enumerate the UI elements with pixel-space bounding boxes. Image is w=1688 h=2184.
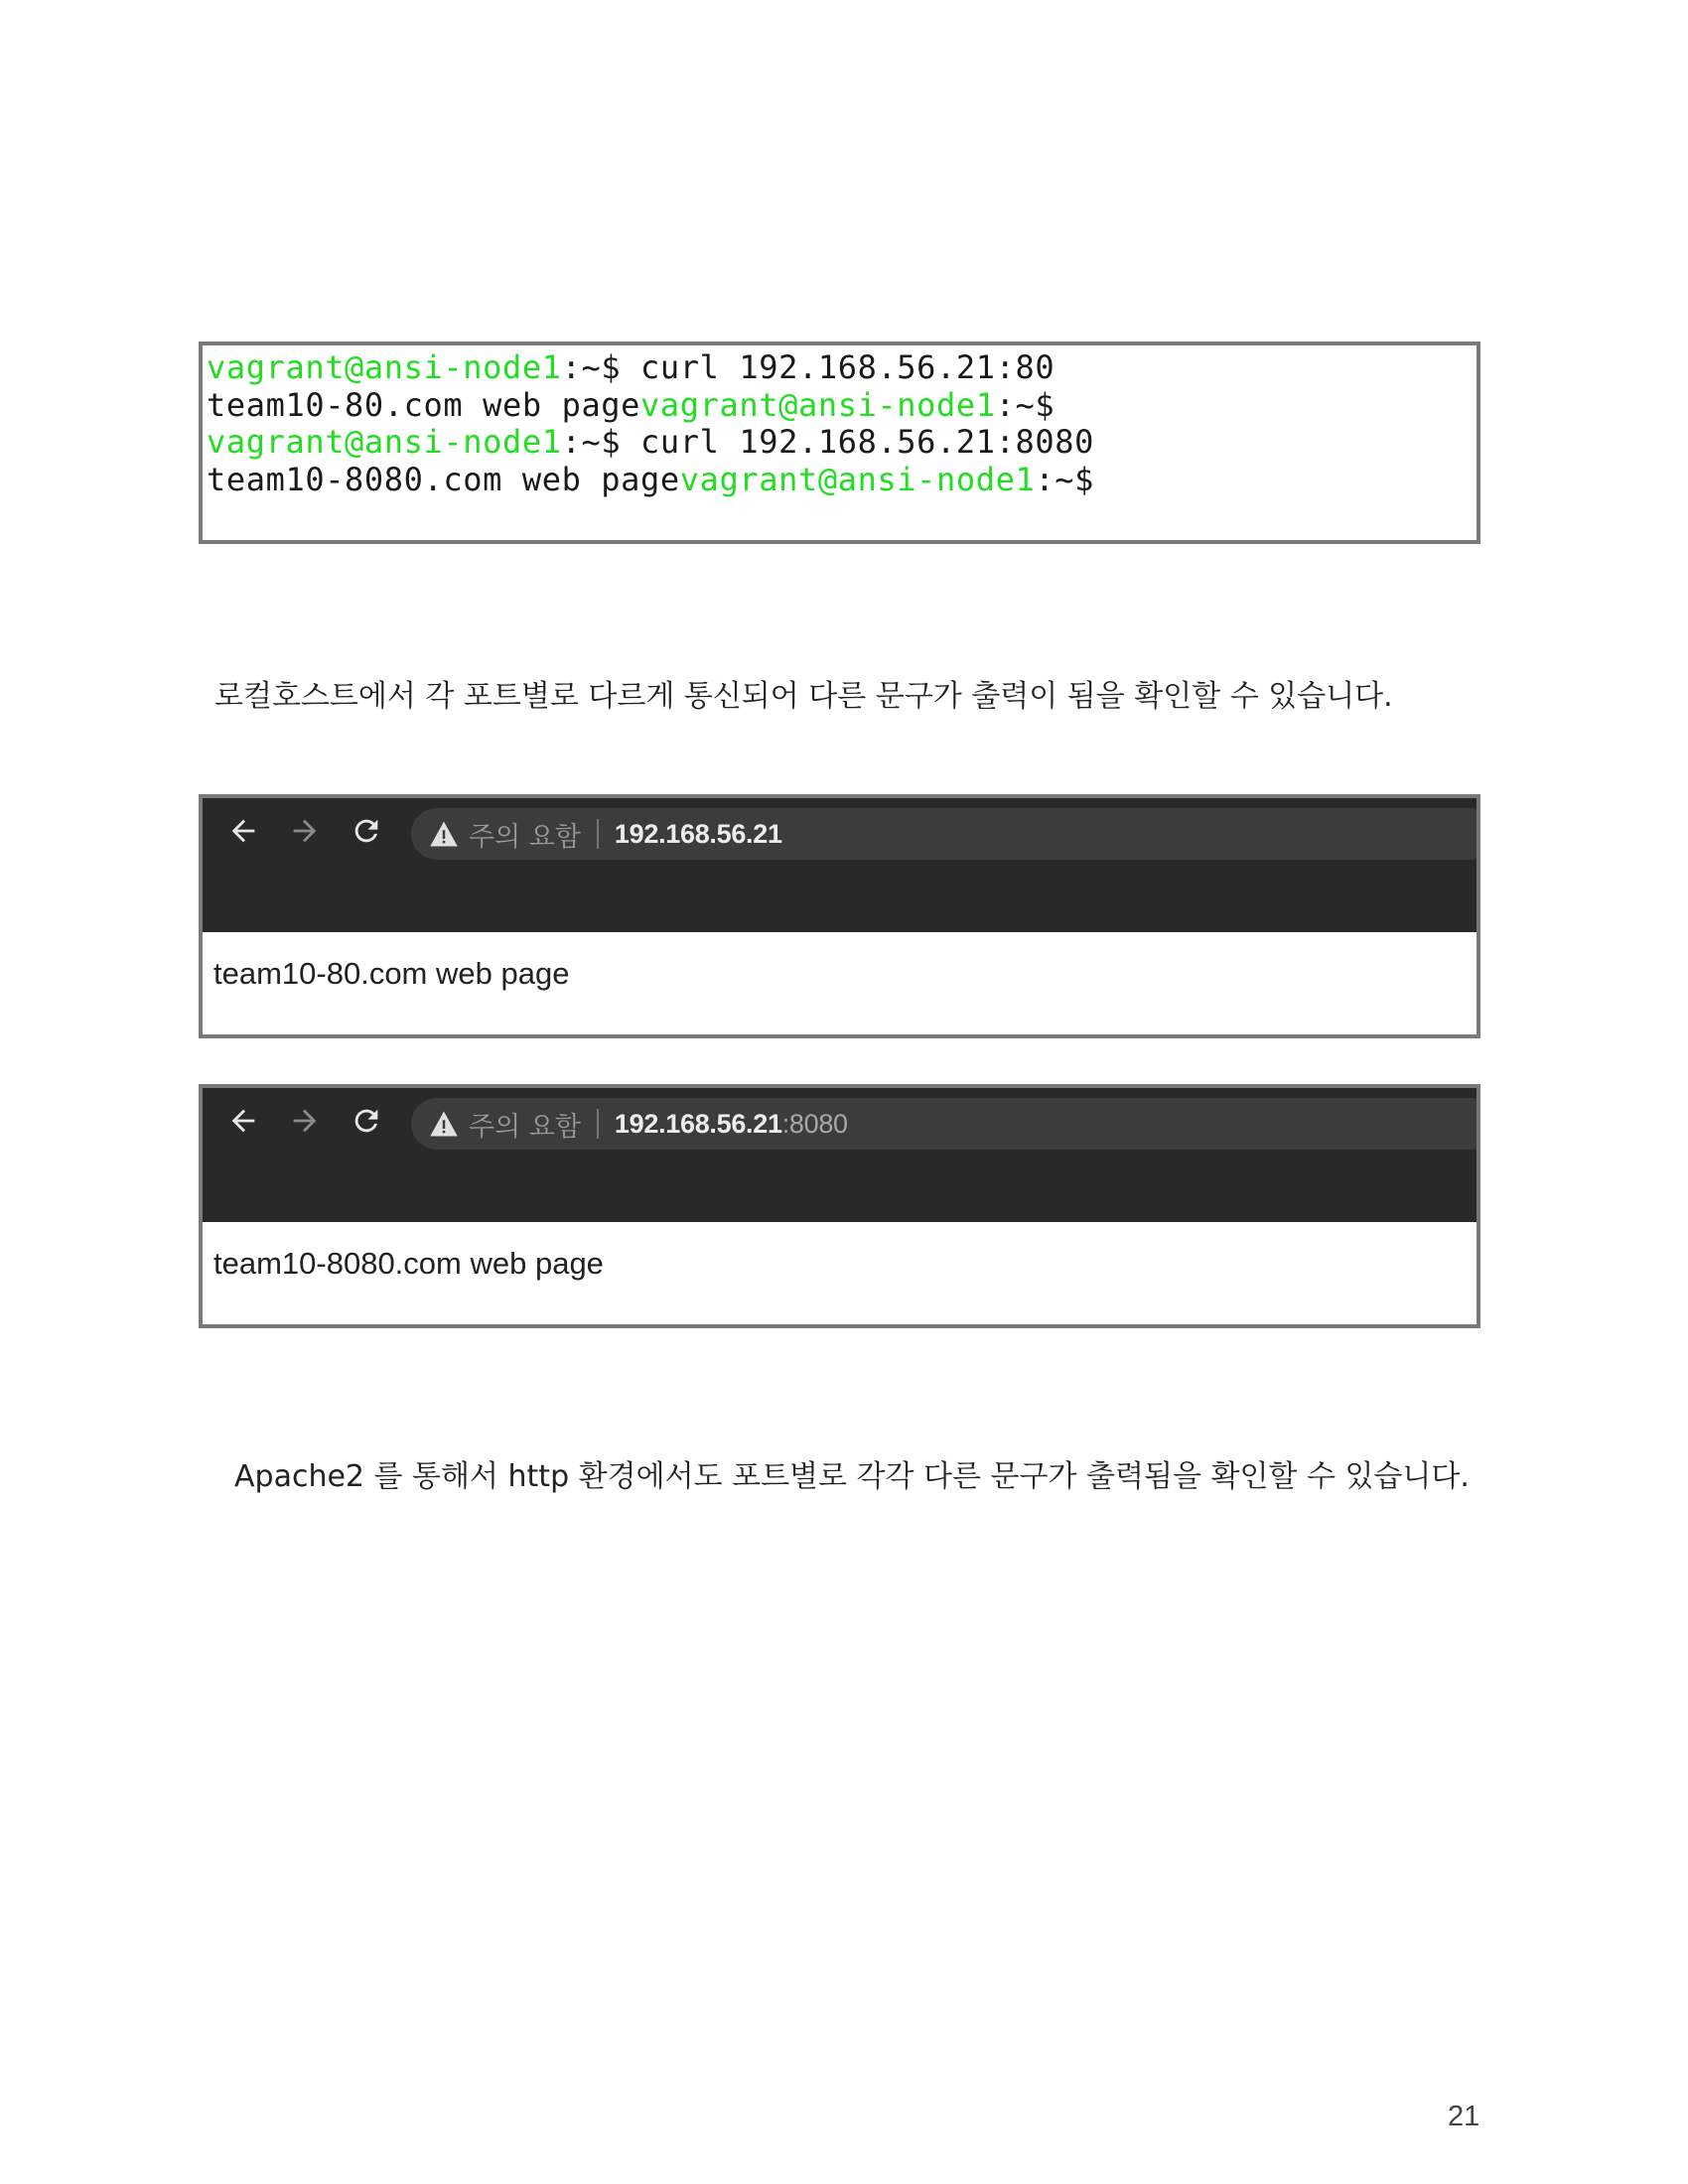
reload-icon [350, 814, 383, 848]
page-number: 21 [1448, 2101, 1480, 2132]
terminal-prompt: vagrant@ansi-node1 [679, 460, 1036, 498]
address-bar[interactable] [411, 1098, 1480, 1150]
forward-arrow-icon [288, 814, 322, 848]
reload-icon [350, 1104, 383, 1138]
reload-button[interactable] [342, 798, 391, 864]
url-host: 192.168.56.21 [614, 1108, 782, 1139]
browser-toolbar [203, 1088, 1477, 1222]
security-warning-label[interactable]: 주의 요함 [469, 821, 581, 853]
warning-triangle-icon [429, 820, 459, 848]
terminal-screenshot [199, 341, 1480, 544]
forward-arrow-icon [288, 1104, 322, 1138]
terminal-prompt: vagrant@ansi-node1 [640, 385, 996, 424]
browser-screenshot-80 [199, 794, 1480, 1038]
security-warning-label[interactable]: 주의 요함 [469, 1111, 581, 1143]
address-separator [597, 819, 599, 849]
terminal-text: team10-8080.com web page [207, 460, 680, 498]
back-button[interactable] [218, 798, 268, 864]
terminal-line [207, 349, 1477, 387]
address-separator [597, 1109, 599, 1139]
terminal-text: :~$ curl 192.168.56.21:8080 [561, 423, 1094, 461]
browser-screenshot-8080 [199, 1084, 1480, 1328]
terminal-prompt: vagrant@ansi-node1 [207, 423, 562, 461]
terminal-line [207, 424, 1477, 462]
url-host: 192.168.56.21 [614, 818, 782, 849]
terminal-line [207, 387, 1477, 425]
paragraph-apache: Apache2 를 통해서 http 환경에서도 포트별로 각각 다른 문구가 출력됨을 확인할 수 있습니다. [234, 1459, 1470, 1494]
forward-button[interactable] [280, 798, 330, 864]
page-content-text: team10-80.com web page [213, 956, 570, 991]
terminal-text: :~$ curl 192.168.56.21:80 [561, 348, 1055, 386]
reload-button[interactable] [342, 1088, 391, 1154]
page-content-text: team10-8080.com web page [213, 1246, 604, 1281]
url-port: :8080 [781, 1108, 848, 1139]
back-arrow-icon [226, 1104, 260, 1138]
terminal-prompt: vagrant@ansi-node1 [207, 348, 562, 386]
back-arrow-icon [226, 814, 260, 848]
forward-button[interactable] [280, 1088, 330, 1154]
back-button[interactable] [218, 1088, 268, 1154]
terminal-line [207, 462, 1477, 499]
paragraph-localhost: 로컬호스트에서 각 포트별로 다르게 통신되어 다른 문구가 출력이 됨을 확인할 수 있습니다. [214, 679, 1393, 714]
address-bar[interactable] [411, 808, 1480, 860]
browser-toolbar [203, 798, 1477, 932]
terminal-text: :~$ [1035, 460, 1094, 498]
terminal-text: team10-80.com web page [207, 385, 641, 424]
terminal-text: :~$ [995, 385, 1055, 424]
warning-triangle-icon [429, 1110, 459, 1138]
